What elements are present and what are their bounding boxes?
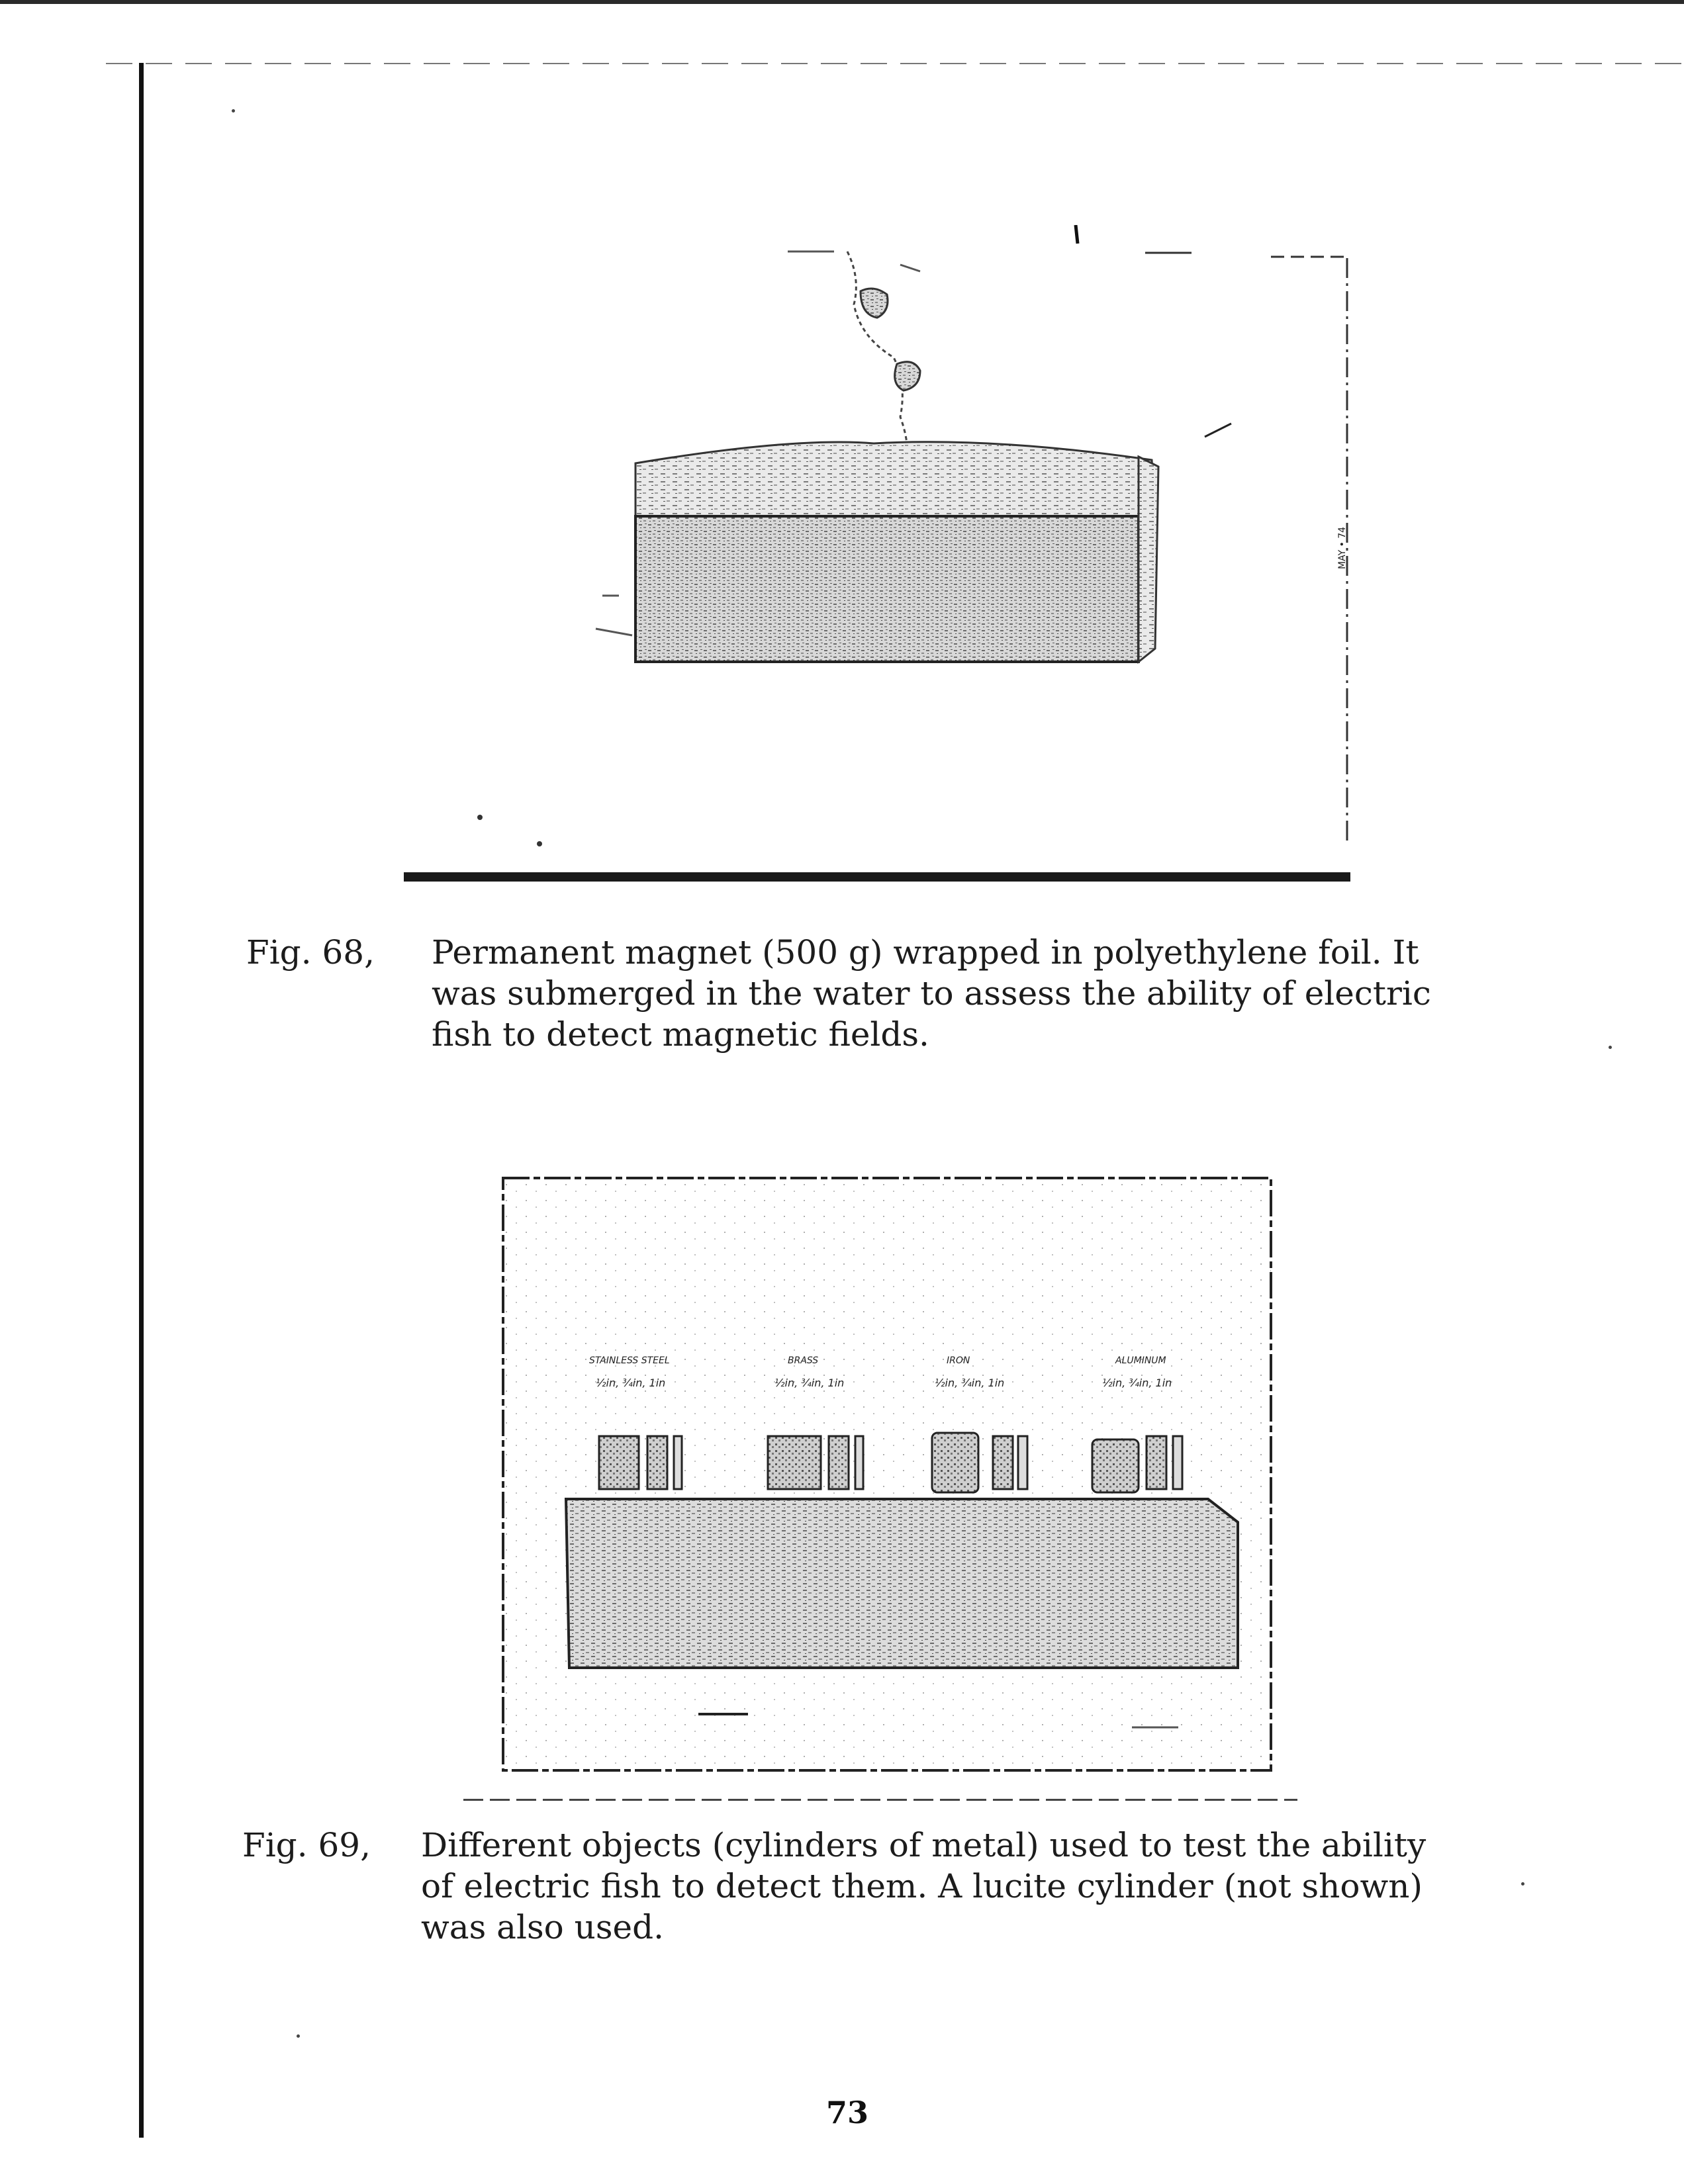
sizes-brass: ½in, ¾in, 1in xyxy=(774,1377,845,1389)
scan-dashed-line xyxy=(106,63,1681,64)
scan-speck xyxy=(1609,1046,1612,1049)
figure-68-caption xyxy=(246,932,1504,1064)
label-aluminum: ALUMINUM xyxy=(1115,1355,1166,1366)
page-number: 73 xyxy=(825,2095,868,2130)
figure-69-base-dash xyxy=(463,1799,1297,1801)
scan-top-border xyxy=(0,0,1684,4)
metal-cylinders-photo xyxy=(463,1165,1317,1800)
figure-69-caption-text: Different objects (cylinders of metal) used to test the ability of electric fish to detect them. A lucite cylinder (not shown) was also used. xyxy=(421,1826,1427,1946)
scan-speck xyxy=(1521,1882,1524,1886)
sizes-aluminum: ½in, ¾in, 1in xyxy=(1102,1377,1172,1389)
scan-speck xyxy=(297,2034,300,2038)
figure-68-photo xyxy=(397,225,1357,887)
label-iron: IRON xyxy=(947,1355,970,1366)
label-brass: BRASS xyxy=(788,1355,819,1366)
cylinders-brass xyxy=(768,1436,863,1489)
sizes-iron: ½in, ¾in, 1in xyxy=(935,1377,1005,1389)
scan-speck xyxy=(232,109,235,113)
margin-stamp: MAY • 74 xyxy=(1337,526,1348,569)
label-stainless-steel: STAINLESS STEEL xyxy=(589,1355,670,1366)
figure-68-photo-base xyxy=(404,872,1350,882)
sizes-stainless-steel: ½in, ¾in, 1in xyxy=(596,1377,666,1389)
figure-69-label: Fig. 69, xyxy=(242,1826,371,1864)
binding-margin-rule xyxy=(139,63,144,2138)
figure-69-caption xyxy=(242,1825,1500,1957)
figure-68-caption-text: Permanent magnet (500 g) wrapped in polyethylene foil. It was submerged in the water to assess the ability of electric fish to detect magnetic fields. xyxy=(432,933,1431,1054)
figure-69-photo xyxy=(463,1165,1317,1800)
figure-68-label: Fig. 68, xyxy=(246,933,375,972)
permanent-magnet-photo xyxy=(397,225,1357,887)
